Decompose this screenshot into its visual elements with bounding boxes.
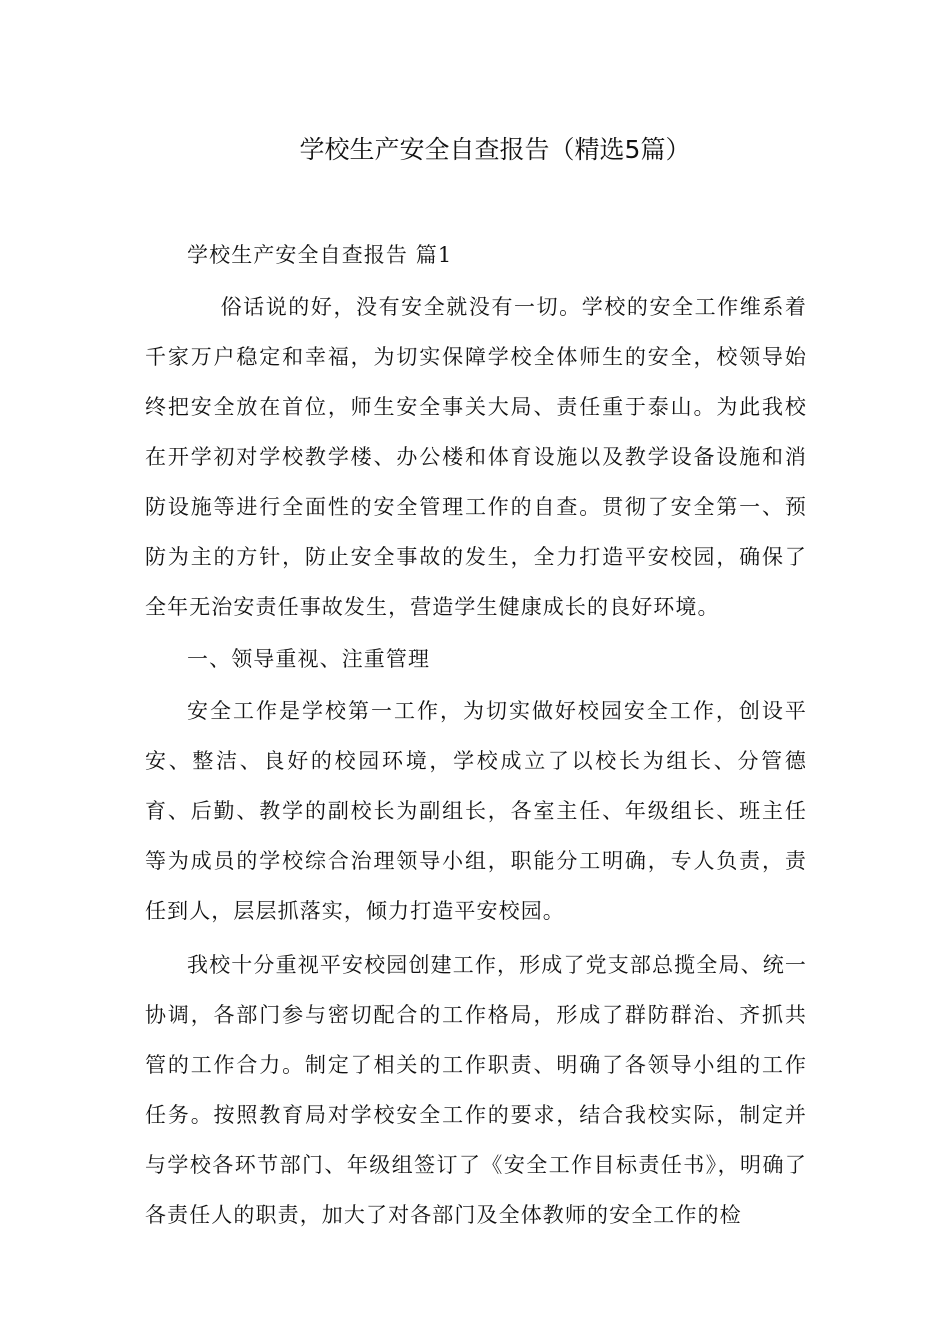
paragraph-safety-work: 安全工作是学校第一工作，为切实做好校园安全工作，创设平安、整洁、良好的校园环境，学校成立了以校长为组长、分管德育、后勤、教学的副校长为副组长，各室主任、年级组长、班主任等为成员的学校综合治理领导小组，职能分工明确，专人负责，责任到人，层层抓落实，倾力打造平安校园。 (145, 699, 807, 923)
paragraph-intro: 俗话说的好，没有安全就没有一切。学校的安全工作维系着千家万户稳定和幸福，为切实保障学校全体师生的安全，校领导始终把安全放在首位，师生安全事关大局、责任重于泰山。为此我校在开学初对学校教学楼、办公楼和体育设施以及教学设备设施和消防设施等进行全面性的安全管理工作的自查。贯彻了安全第一、预防为主的方针，防止安全事故的发生，全力打造平安校园，确保了全年无治安责任事故发生，营造学生健康成长的良好环境。 (145, 295, 807, 619)
paragraph-campus-creation: 我校十分重视平安校园创建工作，形成了党支部总揽全局、统一协调，各部门参与密切配合的工作格局，形成了群防群治、齐抓共管的工作合力。制定了相关的工作职责、明确了各领导小组的工作任务。按照教育局对学校安全工作的要求，结合我校实际，制定并与学校各环节部门、年级组签订了《安全工作目标责任书》，明确了各责任人的职责，加大了对各部门及全体教师的安全工作的检 (145, 953, 807, 1227)
document-body (145, 230, 807, 1240)
section-heading-part-1: 学校生产安全自查报告 篇1 (187, 243, 453, 267)
document-title: 学校生产安全自查报告（精选5篇） (299, 135, 691, 164)
section-heading-leadership: 一、领导重视、注重管理 (187, 647, 431, 671)
